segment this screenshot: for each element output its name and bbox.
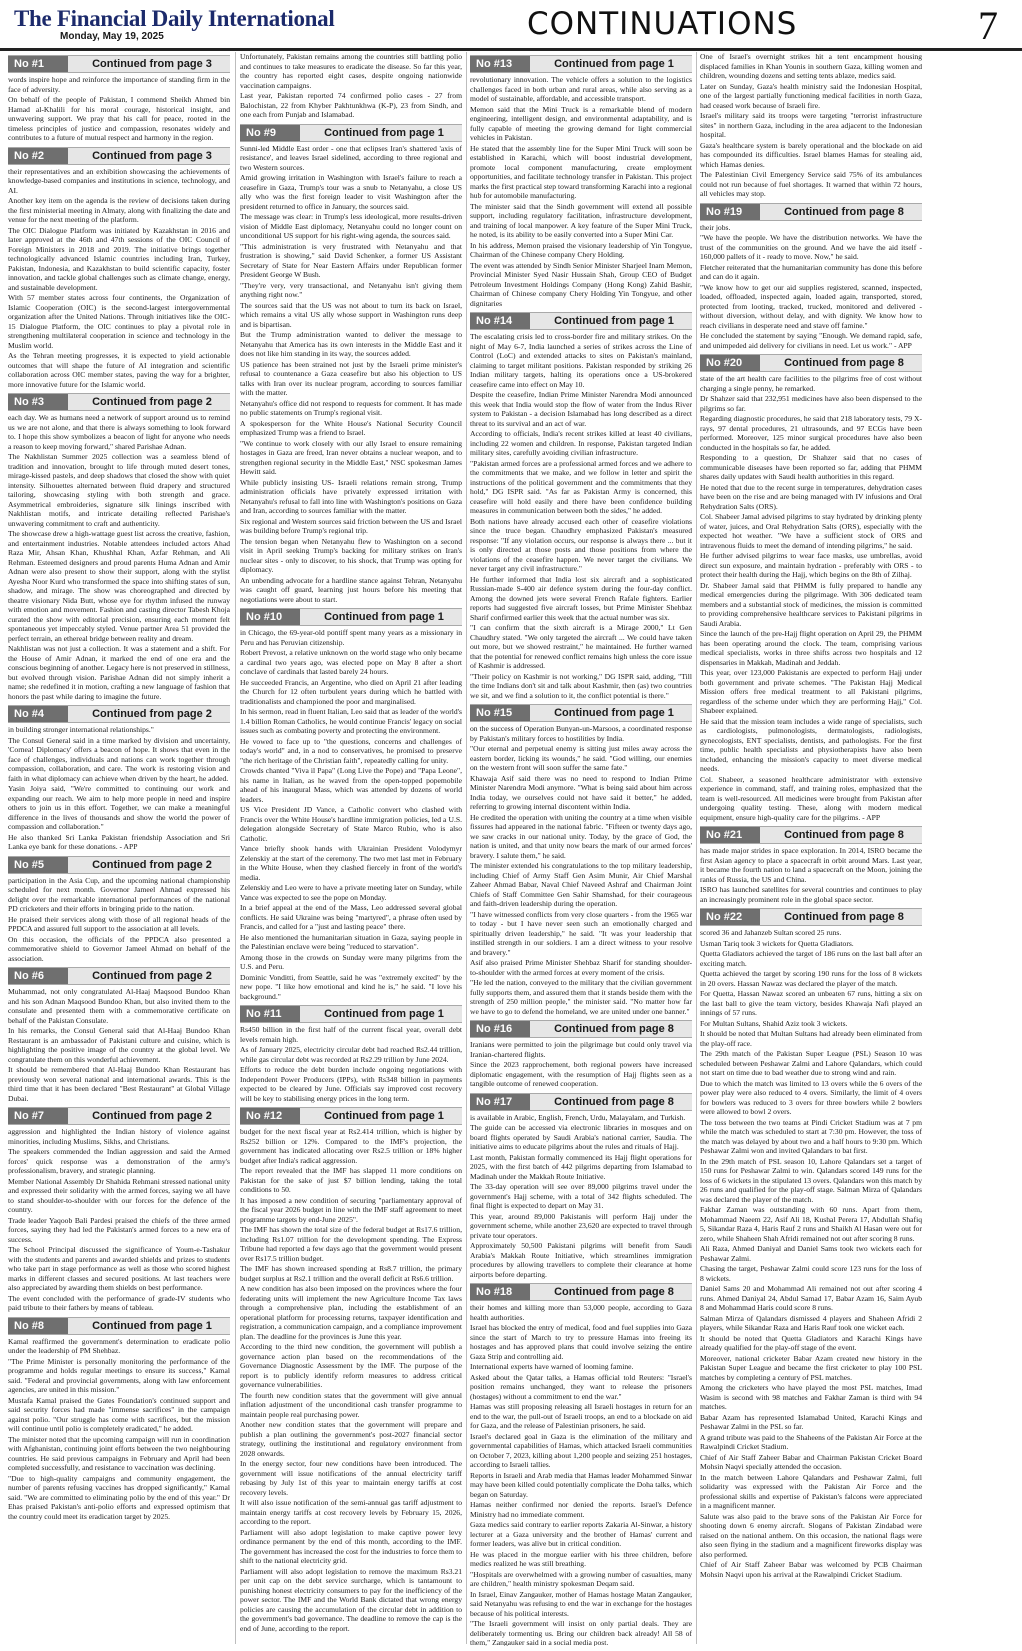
- continuation-header: [240, 608, 462, 626]
- article-paragraph: The toss between the two teams at Pindi Cricket Stadium was at 7 pm while the match was scheduled to start at 7:30 pm. However, the toss of the match was delayed by about two and a half hours to 9:30 pm. Which Peshawar Zalmi won and invited Qalandars to bat first.: [700, 1117, 922, 1155]
- continued-from-label: Continued from page 3: [92, 58, 212, 70]
- article-paragraph: But the Trump administration wanted to deliver the message to Netanyahu that America has its own interests in the Middle East and it does not like him standing in its way, the sources added.: [240, 330, 462, 358]
- continuation-block: [8, 55, 230, 143]
- article-paragraph: The 29th match of the Pakistan Super League (PSL) Season 10 was scheduled between Peshawar Zalmi and Lahore Qalandars, which could not start on time due to bad weather due to strong wind and rain.: [700, 1049, 922, 1077]
- story-number-tag: No #2: [8, 148, 68, 164]
- continued-from-label: Continued from page 8: [784, 205, 904, 218]
- continuation-header: [470, 312, 692, 330]
- column-rule: [696, 52, 697, 1644]
- continued-from-label: Continued from page 8: [784, 829, 904, 841]
- article-paragraph: Quetta Gladiators achieved the target of 186 runs on the last ball after an exciting match.: [700, 949, 922, 968]
- article-paragraph: Asif also praised Prime Minister Shehbaz Sharif for standing shoulder-to-shoulder with the armed forces at every moment of the crisis.: [470, 958, 692, 977]
- story-number-tag: No #16: [470, 1021, 530, 1037]
- story-number-tag: No #17: [470, 1094, 530, 1110]
- continuation-block: [8, 1107, 230, 1313]
- article-paragraph: Netanyahu's office did not respond to requests for comment. It has made no public statements on Trump's regional visit.: [240, 398, 462, 417]
- article-paragraph: US Vice President JD Vance, a Catholic convert who clashed with Francis over the White House's hardline immigration policies, led a U.S. delegation alongside Secretary of State Marco Rubio, who is also Catholic.: [240, 805, 462, 843]
- article-paragraph: Trade leader Yaqoob Bali Pardesi praised the chiefs of the three armed forces, saying they had led the Pakistan's armed forces to a new era of success.: [8, 1215, 230, 1244]
- continuation-block: [700, 203, 922, 351]
- article-paragraph: Rs450 billion in the first half of the current fiscal year, overall debt levels remain high.: [240, 1025, 462, 1044]
- article-paragraph: Six regional and Western sources said friction between the US and Israel was building before Trump's regional trip.: [240, 516, 462, 535]
- article-paragraph: "They're very, very transactional, and Netanyahu isn't giving them anything right now.": [240, 280, 462, 299]
- article-paragraph: As of January 2025, electricity circular debt had reached Rs2.44 trillion, while gas circular debt was recorded at Rs2.29 trillion by June 2024.: [240, 1045, 462, 1064]
- story-number-tag: No #11: [240, 1006, 300, 1022]
- continuation-header: [470, 1283, 692, 1301]
- article-paragraph: Since the 2023 rapprochement, both regional powers have increased diplomatic engagement, with the resumption of Hajj flights seen as a tangible outcome of renewed cooperation.: [470, 1060, 692, 1088]
- continued-from-label: Continued from page 1: [324, 611, 444, 623]
- issue-date: Monday, May 19, 2025: [60, 31, 164, 42]
- article-paragraph: Despite the ceasefire, Indian Prime Minister Narendra Modi announced this week that India would stop the flow of water from the Indus River system to Pakistan - a decision Islamabad has long described as a direct threat to its survival and an act of war.: [470, 390, 692, 428]
- article-paragraph: Col. Shabeer, a seasoned healthcare administrator with extensive experience in command, staff, and training roles, emphasized that the team is well-resourced. All medicines were brought from Pakistan after undergoing quality testing. These, along with modern medical equipment, ensure high-quality care for the pilgrims. - APP: [700, 774, 922, 822]
- continuation-header: [700, 354, 922, 372]
- article-paragraph: This year, over 123,000 Pakistanis are expected to perform Hajj under both government and private schemes. "The Pakistan Hajj Medical Mission offers free medical treatment to all Pakistani pilgrims, regardless of the scheme under which they are performing Hajj," Col. Shabeer explained.: [700, 668, 922, 715]
- article-paragraph: Moreover, national cricketer Babar Azam created new history in the Pakistan Super League and became the first cricketer to play 100 PSL matches by completing a century of PSL matches.: [700, 1353, 922, 1382]
- article-paragraph: The event concluded with the performance of grade-IV students who paid tribute to their fathers by means of tableau.: [8, 1293, 230, 1312]
- article-paragraph: The tension began when Netanyahu flew to Washington on a second visit in April seeking Trump's backing for military strikes on Iran's nuclear sites - only to discover, to his shock, that Trump was opting for diplomacy.: [240, 536, 462, 574]
- article-paragraph: revolutionary innovation. The vehicle offers a solution to the logistics challenges faced in both urban and rural areas, while also serving as a model of sustainable, affordable, and accessible transport.: [470, 75, 692, 103]
- continued-from-label: Continued from page 8: [784, 357, 904, 369]
- story-number-tag: No #22: [700, 909, 760, 925]
- continuation-header: [700, 826, 922, 844]
- article-paragraph: It should be noted that Multan Sultans had already been eliminated from the play-off race.: [700, 1029, 922, 1048]
- continuation-header: [8, 147, 230, 165]
- article-paragraph: A grand tribute was paid to the Shaheens of the Pakistan Air Force at the Rawalpindi Cricket Stadium.: [700, 1432, 922, 1451]
- article-paragraph: He vowed to face up to "the questions, concerns and challenges of today's world" and, in a nod to conservatives, he promised to preserve "the rich heritage of the Christian faith", repeatedly calling for unity.: [240, 736, 462, 765]
- article-paragraph: Last month, Pakistan formally commenced its Hajj flight operations for 2025, with the first batch of 442 pilgrims departing from Islamabad to Madinah under the Makkah Route Initiative.: [470, 1152, 692, 1181]
- continued-from-label: Continued from page 8: [554, 1023, 674, 1035]
- article-paragraph: He said that the mission team includes a wide range of specialists, such as cardiologists, pulmonologists, dermatologists, radiologists, gynecologists, ENT specialists, dentists, and pathologists. For the first time, public health specialists and physiotherapists have also been included, enhancing the mission's capacity to meet diverse medical needs.: [700, 716, 922, 773]
- continuation-header: [700, 203, 922, 221]
- continuation-header: [8, 1107, 230, 1125]
- article-paragraph: words inspire hope and reinforce the importance of standing firm in the face of adversity.: [8, 75, 230, 94]
- article-paragraph: Salman Mirza of Qalandars dismissed 4 players and Shaheen Afridi 2 players, while Sikandar Raza and Haris Rauf took one wicket each.: [700, 1313, 922, 1332]
- continued-from-label: Continued from page 2: [92, 396, 212, 408]
- continued-from-label: Continued from page 2: [92, 970, 212, 982]
- article-paragraph: One of Israel's overnight strikes hit a tent encampment housing displaced families in Khan Younis in southern Gaza, killing women and children, wounding dozens and setting tents ablaze, medics said.: [700, 52, 922, 80]
- continued-from-label: Continued from page 1: [92, 1319, 212, 1332]
- continuation-header: [8, 705, 230, 723]
- article-paragraph: Israel has blocked the entry of medical, food and fuel supplies into Gaza since the start of March to try to pressure Hamas into freeing its hostages and has approved plans that could involve seizing the entire Gaza Strip and controlling aid.: [470, 1323, 692, 1361]
- story-number-tag: No #8: [8, 1318, 68, 1334]
- continued-from-label: Continued from page 2: [92, 858, 212, 871]
- article-paragraph: Hamas was still proposing releasing all Israeli hostages in return for an end to the war, the pull-out of Israeli troops, an end to a blockade on aid for Gaza, and the release of Palestinian prisoners, he said.: [470, 1402, 692, 1430]
- article-paragraph: Quetta achieved the target by scoring 190 runs for the loss of 8 wickets in 20 overs. Hassan Nawaz was declared the player of the match.: [700, 969, 922, 988]
- article-paragraph: Fakhar Zaman was outstanding with 60 runs. Apart from them, Mohammad Naeem 22, Asif Ali 18, Kushal Perera 17, Abdullah Shafiq 5, Sikandar Raza 4, Haris Rauf 2 runs and Shaikh Al Hasan were out for zero, while Shaheen Shah Afridi remained not out after scoring 8 runs.: [700, 1205, 922, 1243]
- column-3: [470, 52, 692, 1646]
- article-paragraph: Mustafa Kamal praised the Gates Foundation's continued support and said security forces had made "immense sacrifices" in the campaign against polio. "Our struggle has come with sacrifices, but the mission will continue until polio is completely eradicated," he added.: [8, 1395, 230, 1433]
- story-number-tag: No #14: [470, 313, 530, 329]
- continuation-block: [470, 312, 692, 700]
- article-paragraph: Chasing the target, Peshawar Zalmi could score 123 runs for the loss of 8 wickets.: [700, 1264, 922, 1283]
- article-paragraph: "Hospitals are overwhelmed with a growing number of casualties, many are children," health ministry spokesman Deqam said.: [470, 1569, 692, 1588]
- article-paragraph: The OIC Dialogue Platform was initiated by Kazakhstan in 2016 and later approved at the 46th and 47th sessions of the OIC Council of Foreign Ministers in 2018 and 2019. The initiative brings together technologically advanced Islamic countries including Iran, Turkey, Pakistan, Indonesia, and Kazakhstan to build scientific capacity, foster innovation, and tackle global challenges such as climate change, energy, and sustainable development.: [8, 225, 230, 292]
- article-paragraph: Yasin Joiya said, "We're committed to continuing our work and expanding our reach. We aim to help more people in need and inspire others to join us in this effort. Together, we can make a meaningful difference in the lives of thousands and show the world the power of compassion and collaboration.": [8, 784, 230, 831]
- article-paragraph: He succeeded Francis, an Argentine, who died on April 21 after leading the Church for 12 often turbulent years during which he battled with traditionalists and championed the poor and marginalised.: [240, 677, 462, 706]
- article-paragraph: An unbending advocate for a hardline stance against Tehran, Netanyahu was caught off guard, learning just hours before his meeting that negotiations were about to start.: [240, 575, 462, 604]
- article-paragraph: Zelenskiy and Leo were to have a private meeting later on Sunday, while Vance was expected to see the pope on Monday.: [240, 883, 462, 902]
- continuation-header: [470, 1020, 692, 1038]
- article-paragraph: Unfortunately, Pakistan remains among the countries still battling polio and continues to take measures to eradicate the disease. So far this year, the country has reported eight cases, despite ongoing nationwide vaccination campaigns.: [240, 52, 462, 90]
- article-paragraph: US patience has been strained not just by the Israeli prime minister's refusal to countenance a Gaza ceasefire but also his objection to US talks with Iran over its nuclear program, according to sources familiar with the matter.: [240, 359, 462, 397]
- article-paragraph: In his address, Memon praised the visionary leadership of Yin Tongyue, Chairman of the Chinese company Chery Holding.: [470, 240, 692, 259]
- continued-from-label: Continued from page 8: [554, 1095, 674, 1108]
- article-paragraph: their homes and killing more than 53,000 people, according to Gaza health authorities.: [470, 1303, 692, 1322]
- article-paragraph: Vance briefly shook hands with Ukrainian President Volodymyr Zelenskiy at the start of the ceremony. The two met last met in February in the White House, when they clashed fiercely in front of the world's media.: [240, 844, 462, 882]
- article-paragraph: The escalating crisis led to cross-border fire and military strikes. On the night of May 6-7, India launched a series of strikes across the Line of Control (LoC) and extended attacks to sites on Pakistan's mainland, claiming to target militant positions. Pakistan responded by striking 26 Indian military targets, halting its operations once a US-brokered ceasefire came into effect on May 10.: [470, 332, 692, 389]
- article-paragraph: "Their policy on Kashmir is not working," DG ISPR said, adding, "Till the time Indians don't sit and talk about Kashmir, then (as) two countries we sit, and we find a solution to it, the conflict potential is there.": [470, 671, 692, 700]
- article-paragraph: The report revealed that the IMF has slapped 11 more conditions on Pakistan for the sake of just $7 billion lending, taking the total conditions to 50.: [240, 1166, 462, 1194]
- continuation-block: [470, 1020, 692, 1089]
- continued-from-label: Continued from page 8: [784, 911, 904, 923]
- article-paragraph: The sources said that the US was not about to turn its back on Israel, which remains a vital US ally whose support in Washington runs deep and is bipartisan.: [240, 300, 462, 329]
- article-paragraph: Israel's military said its troops were targeting "terrorist infrastructure sites" in northern Gaza, including in the area adjacent to the Indonesian hospital.: [700, 111, 922, 139]
- article-paragraph: budget for the next fiscal year at Rs2.414 trillion, which is higher by Rs252 billion or 12%. Compared to the IMF's projection, the government has indicated allocating over Rs2.5 trillion or 18% higher budget after India's radical aggression.: [240, 1127, 462, 1165]
- continuation-block: [470, 704, 692, 1016]
- article-paragraph: He further advised pilgrims to wear face masks, use umbrellas, avoid direct sun exposure, and maintain hydration - preferably with ORS - to protect their health during the Hajj, which begins on the 8th of Zilhaj.: [700, 551, 922, 579]
- article-paragraph: It should be noted that Quetta Gladiators and Karachi Kings have already qualified for the play-off stage of the event.: [700, 1333, 922, 1352]
- article-paragraph: Dr. Shabeer Jamal said that PHMM is fully prepared to handle any medical emergencies during the pilgrimage. With 306 dedicated team members and a substantial stock of medicines, the mission is committed to providing comprehensive healthcare services to Pakistani pilgrims in Saudi Arabia.: [700, 580, 922, 628]
- continuation-header: [470, 704, 692, 722]
- continuation-block: [8, 856, 230, 964]
- article-paragraph: With 57 member states across four continents, the Organization of Islamic Cooperation (OIC) is the second-largest intergovernmental organization after the United Nations. Through initiatives like the OIC-15 Dialogue Platform, the OIC continues to play a pivotal role in strengthening multilateral cooperation in science and technology in the Muslim world.: [8, 293, 230, 350]
- article-paragraph: Israel's declared goal in Gaza is the elimination of the military and governmental capabilities of Hamas, which attacked Israeli communities on October 7, 2023, killing about 1,200 people and seizing 251 hostages, according to Israeli tallies.: [470, 1431, 692, 1469]
- newspaper-name: The Financial Daily International: [14, 6, 335, 31]
- story-number-tag: No #3: [8, 394, 68, 410]
- continuation-block: [8, 967, 230, 1103]
- article-paragraph: Among those in the crowds on Sunday were many pilgrims from the U.S. and Peru.: [240, 952, 462, 971]
- article-paragraph: participation in the Asia Cup, and the upcoming national championship scheduled for next month. Governor Jameel Ahmad expressed his delight over the remarkable international performances of the national PD cricketers and their efforts in bringing pride to the nation.: [8, 875, 230, 913]
- story-number-tag: No #12: [240, 1108, 300, 1124]
- article-paragraph: state of the art health care facilities to the pilgrims free of cost without charging a single penny, he remarked.: [700, 374, 922, 393]
- continued-from-label: Continued from page 3: [92, 149, 212, 162]
- continuation-block: [700, 52, 922, 199]
- story-number-tag: No #6: [8, 968, 68, 984]
- story-number-tag: No #4: [8, 706, 68, 722]
- article-paragraph: The speakers commended the Indian aggression and said the Armed forces' quick response was a demonstration of the army's professionalism, bravery, and strategic planning.: [8, 1147, 230, 1175]
- article-paragraph: The minister said that the Sindh government will extend all possible support, including regulatory facilitation, infrastructure development, and training of local manpower. A key feature of the Super Mini Truck, he noted, is its ability to be easily converted into a Super Mini Car.: [470, 201, 692, 239]
- story-number-tag: No #20: [700, 355, 760, 371]
- article-paragraph: The minister noted that the upcoming campaign will run in coordination with Afghanistan, continuing joint efforts between the two neighbouring countries. He said previous campaigns in February and April had been completed successfully, and resistance to vaccination was declining.: [8, 1434, 230, 1472]
- article-paragraph: Memon said that the Mini Truck is a remarkable blend of modern engineering, intelligent design, and environmental adaptability, and is fully capable of meeting the growing demand for light commercial vehicles in Pakistan.: [470, 104, 692, 142]
- story-number-tag: No #18: [470, 1284, 530, 1300]
- article-paragraph: "We continue to work closely with our ally Israel to ensure remaining hostages in Gaza are freed, Iran never obtains a nuclear weapon, and to strengthen regional security in the Middle East," NSC spokesman James Hewitt said.: [240, 438, 462, 476]
- article-paragraph: He also mentioned the humanitarian situation in Gaza, saying people in the Palestinian enclave were being "reduced to starvation".: [240, 932, 462, 951]
- article-paragraph: Daniel Sams 20 and Mohammad Ali remained not out after scoring 4 runs. Ahmed Daniyal 24, Abdul Samad 17, Babar Azam 16, Saim Ayub 8 and Mohammad Haris could score 8 runs.: [700, 1284, 922, 1312]
- article-paragraph: Salute was also paid to the brave sons of the Pakistan Air Force for shooting down 6 enemy aircraft. Slogans of Pakistan Zindabad were raised on the national anthem. On this occasion, the national flags were also seen flying in the stadium and a magnificent fireworks display was also performed.: [700, 1511, 922, 1559]
- article-paragraph: The guide can be accessed via electronic libraries in mosques and on board flights operated by Saudi Arabia's national carrier, Saudia. The initiative aims to educate pilgrims about the rules and rituals of Hajj.: [470, 1123, 692, 1151]
- article-paragraph: "We have the people. We have the distribution networks. We have the trust of the communities on the ground. And we have the aid itself - 160,000 pallets of it - ready to move. Now," he said.: [700, 233, 922, 261]
- article-paragraph: It has imposed a new condition of securing "parliamentary approval of the fiscal year 2026 budget in line with the IMF staff agreement to meet programme targets by end-June 2025".: [240, 1195, 462, 1224]
- continued-from-label: Continued from page 1: [554, 315, 674, 327]
- article-paragraph: Another new condition states that the government will prepare and publish a plan outlining the government's post-2027 financial sector strategy, outlining the institutional and regulatory environment from 2028 onwards.: [240, 1420, 462, 1458]
- continuation-block: [8, 1317, 230, 1522]
- article-paragraph: their jobs.: [700, 222, 731, 232]
- section-title: CONTINUATIONS: [527, 6, 798, 42]
- article-paragraph: Later on Sunday, Gaza's health ministry said the Indonesian Hospital, one of the largest partially functioning medical facilities in north Gaza, had ceased work because of Israeli fire.: [700, 81, 922, 110]
- continuation-header: [8, 1317, 230, 1335]
- article-paragraph: The message was clear: in Trump's less ideological, more results-driven vision of Middle East diplomacy, Netanyahu could no longer count on unconditional US support for his right-wing agenda, the sources said.: [240, 212, 462, 240]
- article-paragraph: He credited the operation with uniting the country at a time when visible fissures had appeared in the national fabric. "Fifteen or twenty days ago, we saw cracks in our national unity. Today, by the grace of God, the nation is united, and that unity now bears the mark of our armed forces' bravery. I salute them," he said.: [470, 812, 692, 860]
- article-paragraph: The IMF has shown the total size of the federal budget at Rs17.6 trillion, including Rs1.07 trillion for the development spending. The Express Tribune had reported a few days ago that the government would present over Rs17.5 trillion budget.: [240, 1225, 462, 1263]
- article-paragraph: On behalf of the people of Pakistan, I commend Sheikh Ahmed bin Hamad al-Khalili for his moral courage, historical insight, and unwavering support. We pray that his call for peace, rooted in the timeless principles of justice and compassion, resonates widely and contributes to a future of mutual respect and harmony in the region.: [8, 95, 230, 142]
- article-paragraph: According to officials, India's recent strikes killed at least 40 civilians, including 22 women and children. In response, Pakistan targeted Indian military sites, carefully avoiding civilian infrastructure.: [470, 429, 692, 457]
- continued-from-label: Continued from page 8: [554, 1286, 674, 1298]
- continuation-block: [240, 1107, 462, 1633]
- article-paragraph: Among the cricketers who have played the most PSL matches, Imad Wasim is second with 98 matches and Fakhar Zaman is third with 94 matches.: [700, 1383, 922, 1411]
- article-paragraph: He concluded the statement by saying "Enough. We demand rapid, safe, and unimpeded aid delivery for civilians in need. Let us work." - APP: [700, 331, 922, 350]
- article-paragraph: is available in Arabic, English, French, Urdu, Malayalam, and Turkish.: [470, 1112, 686, 1122]
- article-paragraph: Usman Tariq took 3 wickets for Quetta Gladiators.: [700, 938, 854, 948]
- article-paragraph: ISRO has launched satellites for several countries and continues to play an increasingly prominent role in the global space sector.: [700, 885, 922, 904]
- article-paragraph: He praised their services along with those of all regional heads of the PPDCA and assured full support to the association at all levels.: [8, 914, 230, 933]
- article-paragraph: It should be remembered that Al-Haaj Bundoo Khan Restaurant has previously won several national and international awards. This is the third time that it has been declared "Best Restaurant" at Global Village Dubai.: [8, 1065, 230, 1103]
- article-paragraph: The Nakhlistan Summer 2025 collection was a seamless blend of tradition and innovation, brought to life through muted desert tones, mirage-kissed pastels, and deep shadows that closed the show with quiet intensity. Silhouettes alternated between fluid drapery and structured tailoring, showcasing styling with both strength and grace. Asymmetrical embroideries, signature silk linings inscribed with Nakhlistan motifs, and intricate detailing reflected Parishae's unwavering commitment to craft and authenticity.: [8, 452, 230, 528]
- article-paragraph: Iranians were permitted to join the pilgrimage but could only travel via Iranian-chartered flights.: [470, 1040, 692, 1059]
- continuation-header: [8, 393, 230, 411]
- article-paragraph: In the 29th match of PSL season 10, Lahore Qalandars set a target of 150 runs for Peshawar Zalmi to win. Qalandars scored 149 runs for the loss of 6 wickets in the stipulated 13 overs. Qalandars won this match by 26 runs and qualified for the play-off stage. Salman Mirza of Qalandars was declared the player of the match.: [700, 1156, 922, 1204]
- continuation-header: [470, 55, 692, 73]
- article-paragraph: In a brief appeal at the end of the Mass, Leo addressed several global conflicts. He said Ukraine was being "martyred", a phrase often used by Francis, and called for a "just and lasting peace" there.: [240, 903, 462, 931]
- article-paragraph: Babar Azam has represented Islamabad United, Karachi Kings and Peshawar Zalmi in the PSL so far.: [700, 1412, 922, 1431]
- article-paragraph: Since the launch of the pre-Hajj flight operation on April 29, the PHMM has been operating around the clock. The team, comprising various medical specialists, works in three shifts across two hospitals and 12 dispensaries in Makkah, Madinah and Jeddah.: [700, 629, 922, 667]
- article-paragraph: The IMF has shown increased spending at Rs8.7 trillion, the primary budget surplus at Rs2.1 trillion and the overall deficit at Rs6.6 trillion.: [240, 1264, 462, 1283]
- continuation-block: [700, 354, 922, 822]
- article-paragraph: Gaza's healthcare system is barely operational and the blockade on aid has compounded its difficulties. Israel blames Hamas for stealing aid, which Hamas denies.: [700, 140, 922, 169]
- article-paragraph: Khawaja Asif said there was no need to respond to Indian Prime Minister Narendra Modi anymore. "What is being said about him across India today, we ourselves could not have said it better," he added, referring to growing internal discontent within India.: [470, 773, 692, 811]
- article-paragraph: International experts have warned of looming famine.: [470, 1362, 634, 1371]
- article-paragraph: Robert Prevost, a relative unknown on the world stage who only became a cardinal two years ago, was elected pope on May 8 after a short conclave of cardinals that lasted barely 24 hours.: [240, 648, 462, 676]
- continuation-block: [8, 705, 230, 852]
- article-paragraph: Sunni-led Middle East order - one that eclipses Iran's shattered 'axis of resistance', and leaves Israel sidelined, according to three regional and two Western sources.: [240, 143, 462, 172]
- continuation-block: [470, 1093, 692, 1280]
- article-paragraph: Parliament will also adopt legislation to make captive power levy ordinance permanent by the end of this month, according to the IMF. The government has increased the cost for the industries to force them to shift to the national electricity grid.: [240, 1527, 462, 1565]
- article-paragraph: Col. Shabeer Jamal advised pilgrims to stay hydrated by drinking plenty of water, juices, and Oral Rehydration Salts (ORS), especially with the expected hot weather. "We have a sufficient stock of ORS and intravenous fluids to meet the demand of intending pilgrims," he said.: [700, 512, 922, 550]
- continuation-block: [700, 826, 922, 904]
- article-paragraph: scored 36 and Jahanzeb Sultan scored 25 runs.: [700, 928, 842, 937]
- column-rule: [235, 52, 236, 1644]
- article-paragraph: Both nations have already accused each other of ceasefire violations since the truce began. Chaudhry emphasized Pakistan's measured response: "If any violation occurs, our response is always there ... but it is only directed at those posts and those positions from where the violations of the ceasefire happen. We never target the civilians. We never target any civil infrastructure.": [470, 516, 692, 573]
- article-paragraph: "I have witnessed conflicts from very close quarters - from the 1965 war to today - but I have never seen such an emotionally charged and spiritually driven leadership," he said. "It was your leadership that instilled strength in our soldiers. I am a direct witness to your resolve and bravery.": [470, 909, 692, 957]
- continuation-block: [240, 52, 462, 120]
- article-paragraph: A spokesperson for the White House's National Security Council emphasized Trump was a friend to Israel.: [240, 418, 462, 437]
- article-paragraph: on the success of Operation Bunyan-un-Marsoos, a coordinated response by Pakistan's military forces to hostilities by India.: [470, 724, 692, 743]
- article-paragraph: in Chicago, the 69-year-old pontiff spent many years as a missionary in Peru and has Peruvian citizenship.: [240, 628, 462, 647]
- article-paragraph: Amid growing irritation in Washington with Israel's failure to reach a ceasefire in Gaza, Trump's tour was a snub to Netanyahu, a close US ally who was the first foreign leader to visit Washington after the president returned to office in January, the sources said.: [240, 173, 462, 211]
- continuation-block: [8, 393, 230, 701]
- continuation-header: [8, 967, 230, 985]
- story-number-tag: No #19: [700, 204, 760, 220]
- article-paragraph: Crowds chanted "Viva il Papa" (Long Live the Pope) and "Papa Leone", his name in Italian, as he waved from the open-topped popemobile ahead of his inaugural Mass, which was attended by dozens of world leaders.: [240, 766, 462, 804]
- continuation-header: [240, 1107, 462, 1125]
- continuation-header: [8, 55, 230, 73]
- article-paragraph: Chief of Air Staff Zaheer Babar was welcomed by PCB Chairman Mohsin Naqvi upon his arrival at the Rawalpindi Cricket Stadium.: [700, 1560, 922, 1579]
- article-paragraph: in building stronger international relationships.": [8, 725, 154, 734]
- article-paragraph: "I can confirm that the sixth aircraft is a Mirage 2000," Lt Gen Chaudhry stated. "We only targeted the aircraft ... We could have taken out more, but we showed restraint," he maintained. He further warned that the potential for renewed conflict remains high unless the core issue of Kashmir is addressed.: [470, 623, 692, 670]
- article-paragraph: Last year, Pakistan reported 74 confirmed polio cases - 27 from Balochistan, 22 from Khyber Pakhtunkhwa (K-P), 23 from Sindh, and one each from Punjab and Islamabad.: [240, 91, 462, 119]
- continuation-header: [8, 856, 230, 874]
- article-paragraph: "The Prime Minister is personally monitoring the performance of the programme and holds regular meetings to ensure its success," Kamal said. "Federal and provincial governments, along with law enforcement agencies, are united in this mission.": [8, 1356, 230, 1394]
- continued-from-label: Continued from page 1: [324, 126, 444, 139]
- article-paragraph: In Israel, Einav Zangauker, mother of Hamas hostage Matan Zangauker, said Netanyahu was refusing to end the war in exchange for the hostages because of his political interests.: [470, 1589, 692, 1618]
- article-paragraph: In his sermon, read in fluent Italian, Leo said that as leader of the world's 1.4 billion Roman Catholics, he would continue Francis' legacy on social issues such as combating poverty and protecting the environment.: [240, 707, 462, 735]
- continuation-block: [240, 608, 462, 1001]
- continued-from-label: Continued from page 1: [554, 58, 674, 70]
- masthead: [0, 0, 1022, 51]
- continuation-header: [700, 908, 922, 926]
- article-paragraph: He further informed that India lost six aircraft and a sophisticated Russian-made S-400 air defence system during the four-day conflict. Among the downed jets were several French Rafale fighters. Earlier reports had suggested five aircraft losses, but Prime Minister Shehbaz Sharif confirmed earlier this week that the actual number was six.: [470, 574, 692, 622]
- article-paragraph: In the match between Lahore Qalandars and Peshawar Zalmi, full solidarity was expressed with the Pakistan Air Force and the professional skills and expertise of Pakistan's falcons were appreciated in a magnificent manner.: [700, 1472, 922, 1510]
- story-number-tag: No #7: [8, 1108, 68, 1124]
- article-paragraph: Nakhlistan was not just a collection. It was a statement and a shift. For the House of Amir Adnan, it marked the end of one era and the conscious beginning of another. Legacy here is not preserved in stillness, but evolved through vision. Parishae Adnan did not simply inherit a name; she redefined it in motion, crafting a new language of fashion that honors the past while daring to imagine the future.: [8, 644, 230, 701]
- article-paragraph: Due to which the match was limited to 13 overs while the 6 overs of the power play were also reduced to 4 overs. Similarly, the limit of 4 overs for bowlers was reduced to 3 overs for three bowlers while 2 bowlers were allowed to bowl 2 overs.: [700, 1078, 922, 1116]
- article-paragraph: each day. We as humans need a network of support around us to remind us we are not alone, and that there is always something to look forward to. I hope this show symbolizes a beacon of light for anyone who needs a reason to keep moving forward," shared Parishae Adnan.: [8, 413, 230, 451]
- article-paragraph: Chief of Air Staff Zaheer Babar and Chairman Pakistan Cricket Board Mohsin Naqvi specially attended the occasion.: [700, 1452, 922, 1471]
- article-paragraph: According to the third new condition, the government will publish a governance action plan based on the recommendations of the Governance Diagnostic Assessment by the IMF. The purpose of the report is to publicly identify reform measures to address critical governance vulnerabilities.: [240, 1342, 462, 1389]
- article-paragraph: The showcase drew a high-wattage guest list across the creative, fashion, and entertainment industries. Notable attendees included actors Ahad Raza Mir, Ahsan Khan, Khushhal Khan, Azfar Rehman, and Ali Rehman. Esteemed designers and proud parents Huma Adnan and Amir Adnan were also present to show their support, along with the stylist Ayesha Noor Kurd who transformed the space into shifting states of sun, shadow, and mirage. The show was choreographed and directed by theatre visionary Nida Butt, whose eye for rhythm infused the runway with emotion and movement. Fashion and casting director Tabesh Khoja curated the show with editorial precision, ensuring each moment felt spontaneous yet impeccably styled. Venue partner Area 51 provided the perfect terrain, an ethereal bridge between reality and dream.: [8, 529, 230, 643]
- continuation-block: [8, 147, 230, 390]
- article-paragraph: Another key item on the agenda is the review of decisions taken during the first ministerial meeting in Almaty, along with finalizing the date and venue for the next meeting of the platform.: [8, 196, 230, 224]
- story-number-tag: No #10: [240, 609, 300, 625]
- article-paragraph: Hamas neither confirmed nor denied the reports. Israel's Defence Ministry had no immediate comment.: [470, 1500, 692, 1519]
- article-paragraph: In the energy sector, four new conditions have been introduced. The government will issue notifications of the annual electricity tariff rebasing by July 1st of this year to maintain energy tariffs at cost recovery levels.: [240, 1459, 462, 1497]
- continued-from-label: Continued from page 1: [324, 1110, 444, 1122]
- story-number-tag: No #21: [700, 827, 760, 843]
- article-paragraph: "Pakistan armed forces are a professional armed forces and we adhere to the commitments that we make, and we follow in letter and spirit the instructions of the political government and the commitments that they hold," DG ISPR said. "As far as Pakistan Army is concerned, this ceasefire will hold easily and there have been confidence building measures in communication between both the sides," he added.: [470, 458, 692, 515]
- article-paragraph: While publicly insisting US- Israeli relations remain strong, Trump administration officials have privately expressed irritation with Netanyahu's refusal to fall into line with Washington's positions on Gaza and Iran, according to sources familiar with the matter.: [240, 477, 462, 515]
- article-paragraph: Ali Raza, Ahmed Daniyal and Daniel Sams took two wickets each for Peshawar Zalmi.: [700, 1244, 922, 1263]
- article-paragraph: It will also issue notification of the semi-annual gas tariff adjustment to maintain energy tariffs at cost recovery levels by February 15, 2026, according to the report.: [240, 1498, 462, 1526]
- article-paragraph: has made major strides in space exploration. In 2014, ISRO became the first Asian agency to place a spacecraft in orbit around Mars. Last year, it became the fourth nation to land a spacecraft on the Moon, joining the ranks of Russia, the US and China.: [700, 846, 922, 884]
- article-paragraph: Fletcher reiterated that the humanitarian community has done this before and can do it again.: [700, 262, 922, 281]
- article-paragraph: "We know how to get our aid supplies registered, scanned, inspected, loaded, offloaded, inspected again, loaded again, transported, stored, protected from looting, tracked, trucked, monitored and delivered - without diversion, without delay, and with dignity. We know how to reach civilians in desperate need and stave off famine.": [700, 282, 922, 330]
- article-paragraph: "The Israeli government will insist on only partial deals. They are deliberately tormenting us. Bring our children back already! All 58 of them," Zangauker said in a social media post.: [470, 1619, 692, 1646]
- article-paragraph: Kamal reaffirmed the government's determination to eradicate polio under the leadership of PM Shehbaz.: [8, 1336, 230, 1355]
- article-paragraph: He was placed in the morgue earlier with his three children, before medics realized he was still breathing.: [470, 1549, 692, 1568]
- continued-from-label: Continued from page 1: [554, 707, 674, 719]
- article-paragraph: aggression and highlighted the Indian history of violence against minorities, including Muslims, Sikhs, and Christians.: [8, 1127, 230, 1146]
- continuation-header: [470, 1093, 692, 1111]
- article-paragraph: He noted that due to the recent surge in temperatures, dehydration cases have been on the rise and are being managed with IV infusions and Oral Rehydration Salts (ORS).: [700, 482, 922, 511]
- article-paragraph: Efforts to reduce the debt burden include ongoing negotiations with Independent Power Producers (IPPs), with Rs348 billion in payments expected to be cleared by June. Officials say improved cost recovery will be key to stabilising energy prices in the long term.: [240, 1065, 462, 1103]
- continuation-block: [470, 1283, 692, 1646]
- article-paragraph: Dominic Vonditti, from Seattle, said he was "extremely excited" by the new pope. "I like how emotional and kind he is," he said. "I love his background.": [240, 972, 462, 1001]
- article-paragraph: A new condition has also been imposed on the provinces where the four federating units will implement the new Agriculture Income Tax laws through a comprehensive plan, including the establishment of an operational platform for processing returns, taxpayer identification and registration, a communication campaign, and a compliance improvement plan. The deadline for the provinces is June this year.: [240, 1284, 462, 1341]
- column-rule: [466, 52, 467, 1644]
- article-paragraph: On this occasion, the officials of the PPDCA also presented a commemorative shield to Governor Jameel Ahmad on behalf of the association.: [8, 934, 230, 963]
- continued-from-label: Continued from page 2: [92, 708, 212, 720]
- article-paragraph: Approximately 50,500 Pakistani pilgrims will benefit from Saudi Arabia's Makkah Route Initiative, which streamlines immigration procedures by allowing travellers to complete their clearance at home airports before departing.: [470, 1241, 692, 1279]
- continuation-block: [240, 124, 462, 605]
- article-paragraph: The School Principal discussed the significance of Youm-e-Tashakur with the students and parents and awarded shields and prizes to students who take part in stage performance as well as those who scored highest marks in different classes and secured positions. At last teachers were also appreciated by awarding them shields on best performance.: [8, 1245, 230, 1292]
- article-paragraph: "He led the nation, conveyed to the military that the civilian government fully supports them, and assured them that it stands beside them with the strength of 250 million people," the minister said. "No matter how far we have to go to defend the homeland, we are united under one banner.": [470, 978, 692, 1016]
- column-2: [240, 52, 462, 1646]
- continued-from-label: Continued from page 2: [92, 1110, 212, 1122]
- continuation-block: [240, 1005, 462, 1103]
- continuation-header: [240, 1005, 462, 1023]
- article-paragraph: Parliament will also adopt legislation to remove the maximum Rs3.21 per unit cap on the debt service surcharge, which is tantamount to punishing honest electricity consumers to pay for the inefficiency of the power sector. The IMF and the World Bank dictated that wrong energy policies are causing the accumulation of the circular debt in addition to the government's bad governance. The deadline to remove the cap is the end of June, according to the report.: [240, 1566, 462, 1633]
- article-paragraph: This year, around 89,000 Pakistanis will perform Hajj under the government scheme, while another 23,620 are expected to travel through private tour operators.: [470, 1211, 692, 1240]
- article-paragraph: Member National Assembly Dr Shahida Rehmani stressed national unity and expressed their solidarity with the armed forces, saying we all have to stand shoulder-to-shoulder with our forces for the defence of the country.: [8, 1176, 230, 1214]
- article-paragraph: He also thanked Sri Lanka Pakistan friendship Association and Sri Lanka eye bank for these donations. - APP: [8, 832, 230, 851]
- article-paragraph: In his remarks, the Consul General said that Al-Haaj Bundoo Khan Restaurant is an ambassador of Pakistani culture and cuisine, which is highlighting the positive image of the country at the global level. We congratulate them on this wonderful achievement.: [8, 1026, 230, 1064]
- story-number-tag: No #13: [470, 56, 530, 72]
- article-paragraph: The Palestinian Civil Emergency Service said 75% of its ambulances could not run because of fuel shortages. It warned that within 72 hours, all vehicles may stop.: [700, 170, 922, 198]
- column-1: [8, 52, 230, 1646]
- article-paragraph: Muhammad, not only congratulated Al-Haaj Maqsood Bundoo Khan and his son Adnan Maqsood Bundoo Khan, but also invited them to the consulate and presented them with a commemorative certificate on behalf of the Pakistan Consulate.: [8, 987, 230, 1025]
- continued-from-label: Continued from page 1: [324, 1008, 444, 1020]
- article-paragraph: As the Tehran meeting progresses, it is expected to yield actionable outcomes that will shape the future of AI integration and scientific collaboration across OIC member states, paving the way for a brighter, more innovative future for the Islamic world.: [8, 351, 230, 389]
- article-paragraph: The minister extended his congratulations to the top military leadership, including Chief of Army Staff Gen Asim Munir, Air Chief Marshal Zaheer Ahmad Babar, Naval Chief Naveed Ashraf and Chairman Joint Chiefs of Staff Committee Gen Sahir Shamshad, for their courageous and faith-driven leadership during the operation.: [470, 861, 692, 908]
- article-paragraph: The event was attended by Sindh Senior Minister Sharjeel Inam Memon, Provincial Minister Syed Nasir Hussain Shah, Group CEO of Budget Petroleum Investment Holdings Company (Hong Kong) Zahid Bashir, Chairman of Chinese company Chery Holding Yin Tongyue, and other dignitaries: [470, 260, 692, 308]
- article-paragraph: For Quetta, Hassan Nawaz scored an unbeaten 67 runs, hitting a six on the last ball to give the team victory, besides Khawaja Nafi played an innings of 57 runs.: [700, 989, 922, 1017]
- article-paragraph: their representatives and an exhibition showcasing the achievements of knowledge-based companies and institutions in science, technology, and AI.: [8, 166, 230, 195]
- story-number-tag: No #9: [240, 125, 300, 141]
- story-number-tag: No #15: [470, 705, 530, 721]
- story-number-tag: No #1: [8, 56, 68, 72]
- article-paragraph: The fourth new condition states that the government will give annual inflation adjustment of the unconditional cash transfer programme to maintain people real purchasing power.: [240, 1390, 462, 1419]
- article-paragraph: Regarding diagnostic procedures, he said that 218 laboratory tests, 79 X-rays, 97 dental procedures, 21 ultrasounds, and 97 ECGs have been performed. Moreover, 125 minor surgical procedures have also been conducted in the hospitals so far, he added.: [700, 414, 922, 452]
- story-number-tag: No #5: [8, 857, 68, 873]
- article-paragraph: Reports in Israeli and Arab media that Hamas leader Mohammed Sinwar may have been killed could potentially complicate the Doha talks, which began on Saturday.: [470, 1470, 692, 1499]
- page-number: 7: [978, 3, 998, 48]
- continuation-block: [700, 908, 922, 1579]
- article-paragraph: The 33-day operation will see over 89,000 pilgrims travel under the government's Hajj scheme, with a total of 342 flights scheduled. The final flight is expected to depart on May 31.: [470, 1182, 692, 1210]
- article-paragraph: He stated that the assembly line for the Super Mini Truck will soon be established in Karachi, which will boost industrial development, promote local component manufacturing, create employment opportunities, and facilitate technology transfer in Pakistan. This project marks the first practical step toward transforming Karachi into a regional hub for automobile manufacturing.: [470, 143, 692, 200]
- article-paragraph: Asked about the Qatar talks, a Hamas official told Reuters: "Israel's position remains unchanged, they want to release the prisoners (hostages) without a commitment to end the war.": [470, 1372, 692, 1401]
- continuation-block: [470, 55, 692, 308]
- article-paragraph: "Our eternal and perpetual enemy is sitting just miles away across the eastern border, licking its wounds," he said. "God willing, our enemies on the western front will soon suffer the same fate.": [470, 744, 692, 772]
- article-paragraph: Dr Shahzer said that 232,951 medicines have also been dispensed to the pilgrims so far.: [700, 394, 922, 413]
- continuation-header: [240, 124, 462, 142]
- article-paragraph: "This administration is very frustrated with Netanyahu and that frustration is showing," said David Schenker, a former US Assistant Secretary of State for Near Eastern Affairs under Republican former President George W Bush.: [240, 241, 462, 279]
- article-paragraph: Responding to a question, Dr Shahzer said that no cases of communicable diseases have been reported so far, adding that PHMM shares daily updates with Saudi health authorities in this regard.: [700, 453, 922, 481]
- article-paragraph: For Multan Sultans, Shahid Aziz took 3 wickets.: [700, 1018, 848, 1028]
- article-paragraph: Gaza medics said contrary to earlier reports Zakaria Al-Sinwar, a history lecturer at a Gaza university and the brother of Hamas' current and former leaders, was alive but in critical condition.: [470, 1520, 692, 1548]
- article-paragraph: "Due to high-quality campaigns and community engagement, the number of parents refusing vaccines has dropped significantly," Kamal said. "We are committed to eliminating polio by the end of this year." Dr Ehas praised Pakistan's anti-polio efforts and expressed optimism that the country could meet its eradication target by 2025.: [8, 1473, 230, 1521]
- article-paragraph: The Consul General said in a time marked by division and uncertainty, 'Cornea! Diplomacy' offers a beacon of hope. It shows that even in the face of challenges, individuals and nations can work together through compassion, collaboration, and care. The work is restoring vision and faith in what diplomacy can achieve when driven by the heart, he added.: [8, 735, 230, 783]
- column-4: [700, 52, 922, 1646]
